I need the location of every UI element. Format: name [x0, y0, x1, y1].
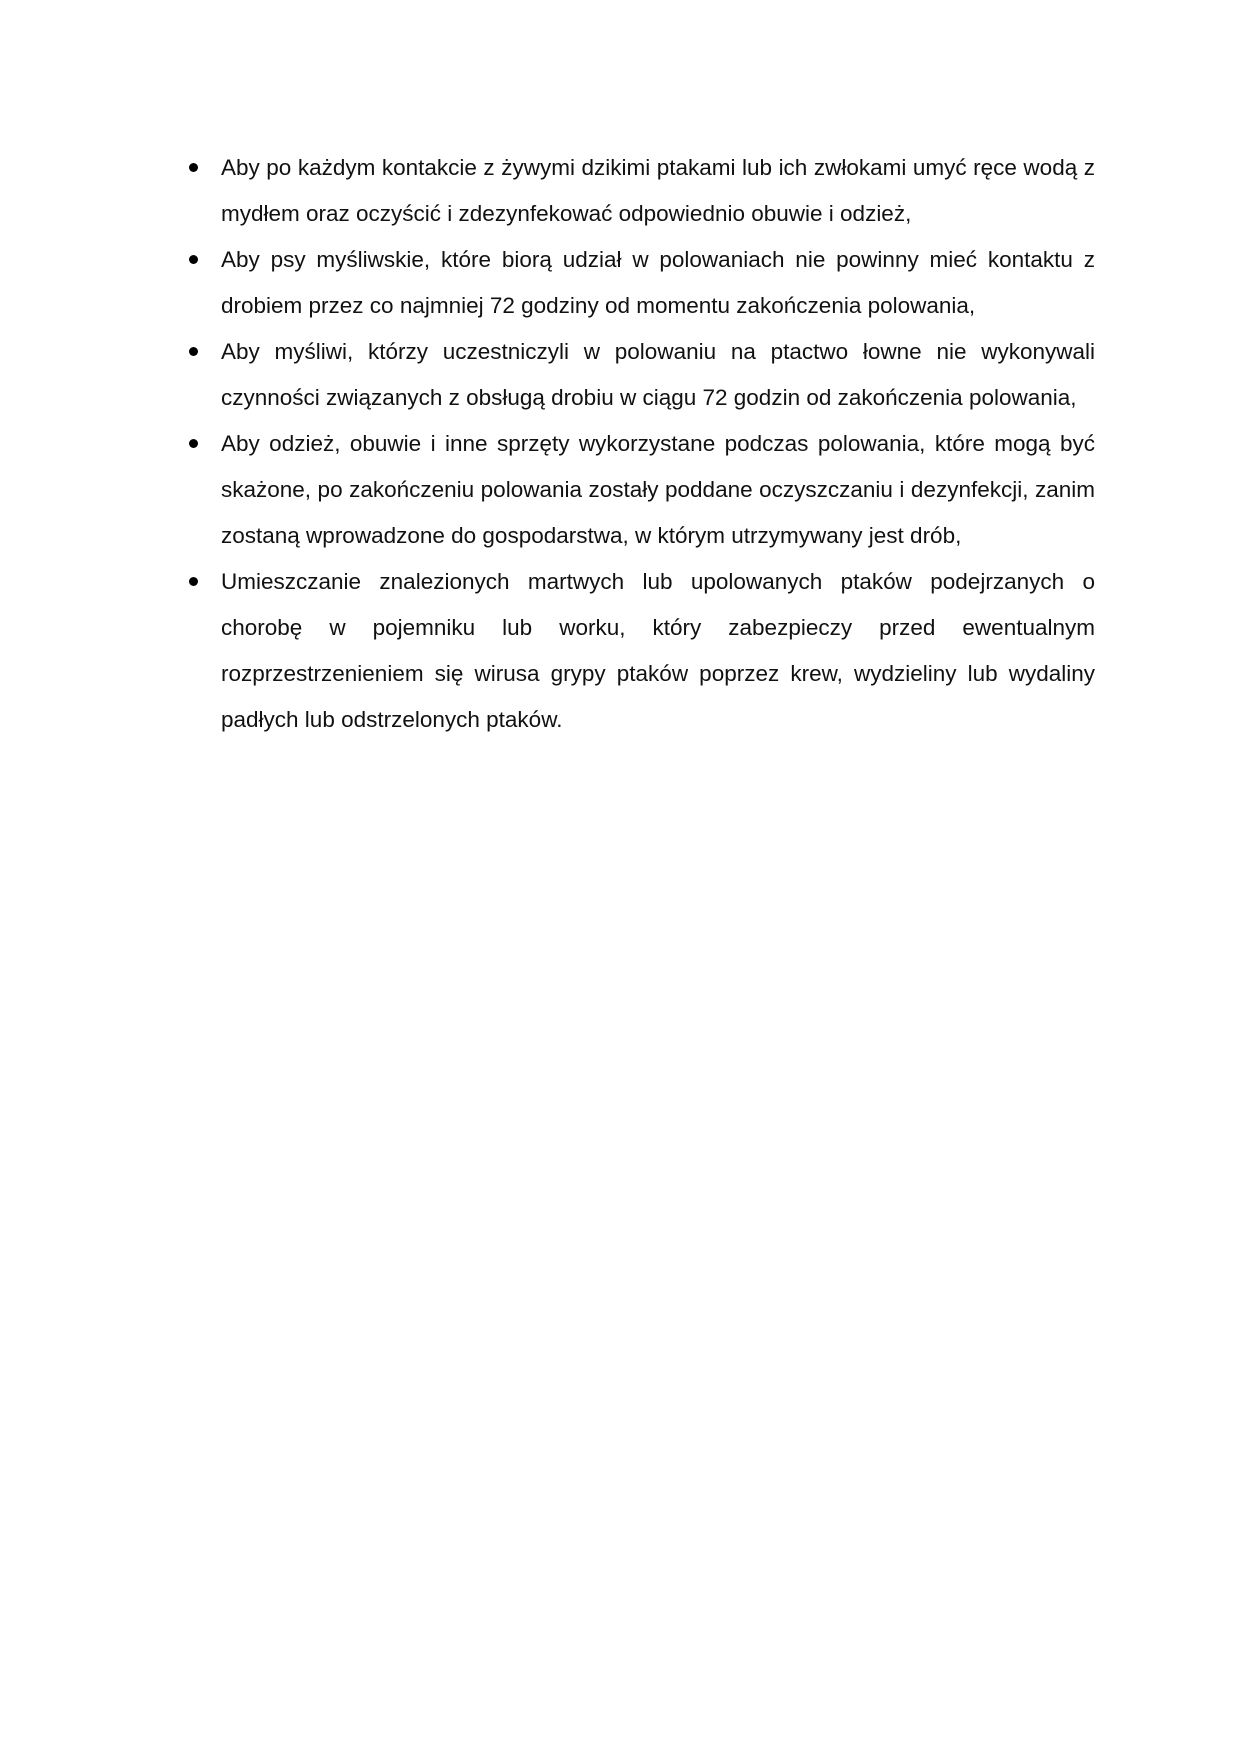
bullet-list	[185, 145, 1095, 743]
list-item-text: Aby odzież, obuwie i inne sprzęty wykorzystane podczas polowania, które mogą być skażone, po zakończeniu polowania zostały poddane oczyszczaniu i dezynfekcji, zanim zostaną wprowadzone do gospodarstwa, w którym utrzymywany jest drób,	[221, 431, 1095, 548]
list-item-text: Aby psy myśliwskie, które biorą udział w polowaniach nie powinny mieć kontaktu z drobiem przez co najmniej 72 godziny od momentu zakończenia polowania,	[221, 247, 1095, 318]
list-item	[185, 329, 1095, 421]
bullet-point-icon	[189, 347, 198, 356]
list-item-text: Umieszczanie znalezionych martwych lub upolowanych ptaków podejrzanych o chorobę w pojemniku lub worku, który zabezpieczy przed ewentualnym rozprzestrzenieniem się wirusa grypy ptaków poprzez krew, wydzieliny lub wydaliny padłych lub odstrzelonych ptaków.	[221, 569, 1095, 732]
list-item	[185, 559, 1095, 743]
list-item	[185, 237, 1095, 329]
bullet-point-icon	[189, 439, 198, 448]
list-item-text: Aby po każdym kontakcie z żywymi dzikimi ptakami lub ich zwłokami umyć ręce wodą z mydłem oraz oczyścić i zdezynfekować odpowiednio obuwie i odzież,	[221, 155, 1095, 226]
bullet-point-icon	[189, 163, 198, 172]
list-item	[185, 145, 1095, 237]
bullet-point-icon	[189, 577, 198, 586]
list-item	[185, 421, 1095, 559]
list-item-text: Aby myśliwi, którzy uczestniczyli w polowaniu na ptactwo łowne nie wykonywali czynności związanych z obsługą drobiu w ciągu 72 godzin od zakończenia polowania,	[221, 339, 1095, 410]
bullet-point-icon	[189, 255, 198, 264]
